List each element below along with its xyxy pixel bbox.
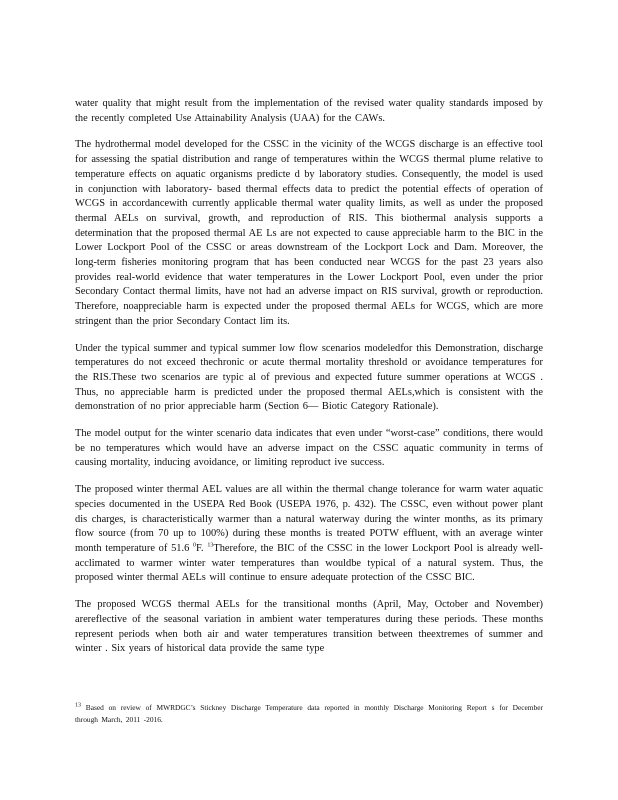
paragraph-text: water quality that might result from the implementation of the revised water quality standards imposed by the recently completed Use Attainability Analysis (UAA) for the CAWs.	[75, 98, 543, 124]
paragraph-text: Therefore, the BIC of the CSSC in the lower Lockport Pool is already well- acclimated to warmer winter water temperatures than wouldbe typical of a natural system. Thus, the proposed winter thermal AELs will continue to ensure adequate protection of the CSSC BIC.	[75, 542, 543, 584]
superscript: 0	[193, 542, 197, 549]
document-body	[75, 97, 543, 669]
paragraph-text: The proposed WCGS thermal AELs for the transitional months (April, May, October and November) arereflective of the seasonal variation in ambient water temperatures during these periods. These months represent periods when both air and water temperatures transition between theextremes of summer and winter . Six years of historical data provide the same type	[75, 599, 543, 655]
paragraph	[75, 342, 543, 416]
paragraph	[75, 483, 543, 586]
paragraph-text: F.	[196, 542, 208, 554]
footnote-text: Based on review of MWRDGC’s Stickney Discharge Temperature data reported in monthly Discharge Monitoring Report s for December through March, 2011 -2016.	[75, 703, 543, 724]
paragraph	[75, 97, 543, 126]
footnote-marker: 13	[75, 702, 81, 709]
paragraph	[75, 427, 543, 471]
footnote	[75, 702, 543, 725]
paragraph	[75, 598, 543, 657]
paragraph-text: The hydrothermal model developed for the CSSC in the vicinity of the WCGS discharge is an effective tool for assessing the spatial distribution and range of temperatures within the WCGS thermal plume relative to temperature effects on aquatic organisms predicte d by laboratory studies. Consequently, the model is used in conjunction with laboratory- based thermal effects data to predict the potential effects of operation of WCGS in accordancewith currently applicable thermal water quality limits, as well as under the proposed thermal AELs on survival, growth, and reproduction of RIS. This biothermal analysis supports a determination that the proposed thermal AE Ls are not expected to cause appreciable harm to the BIC in the Lower Lockport Pool of the CSSC or areas downstream of the Lockport Lock and Dam. Moreover, the long-term fisheries monitoring program that has been conducted near WCGS for the past 23 years also provides real-world evidence that water temperatures in the Lower Lockport Pool, even under the prior Secondary Contact thermal limits, have not had an adverse impact on RIS survival, growth or reproduction. Therefore, noappreciable harm is expected under the proposed thermal AELs for WCGS, which are more stringent than the prior Secondary Contact lim its.	[75, 139, 543, 327]
paragraph	[75, 138, 543, 329]
paragraph-text: The proposed winter thermal AEL values are all within the thermal change tolerance for warm water aquatic species documented in the USEPA Red Book (USEPA 1976, p. 432). The CSSC, even without power plant dis charges, is characteristically warmer than a natural waterway during the winter months, as its primary flow source (from 70 up to 100%) during these months is treated POTW effluent, with an average winter month temperature of 51.6	[75, 484, 543, 554]
superscript: 13	[207, 542, 214, 549]
paragraph-text: Under the typical summer and typical summer low flow scenarios modeledfor this Demonstration, discharge temperatures do not exceed thechronic or acute thermal mortality threshold or avoidance temperatures for the RIS.These two scenarios are typic al of previous and expected future summer operations at WCGS . Thus, no appreciable harm is predicted under the proposed thermal AELs,which is consistent with the demonstration of no prior appreciable harm (Section 6— Biotic Category Rationale).	[75, 342, 543, 413]
footnote-area	[75, 702, 543, 725]
paragraph-text: The model output for the winter scenario data indicates that even under “worst-case” conditions, there would be no temperatures which would have an adverse impact on the CSSC aquatic community in terms of causing mortality, inducing avoidance, or limiting reproduct ive success.	[75, 428, 543, 469]
